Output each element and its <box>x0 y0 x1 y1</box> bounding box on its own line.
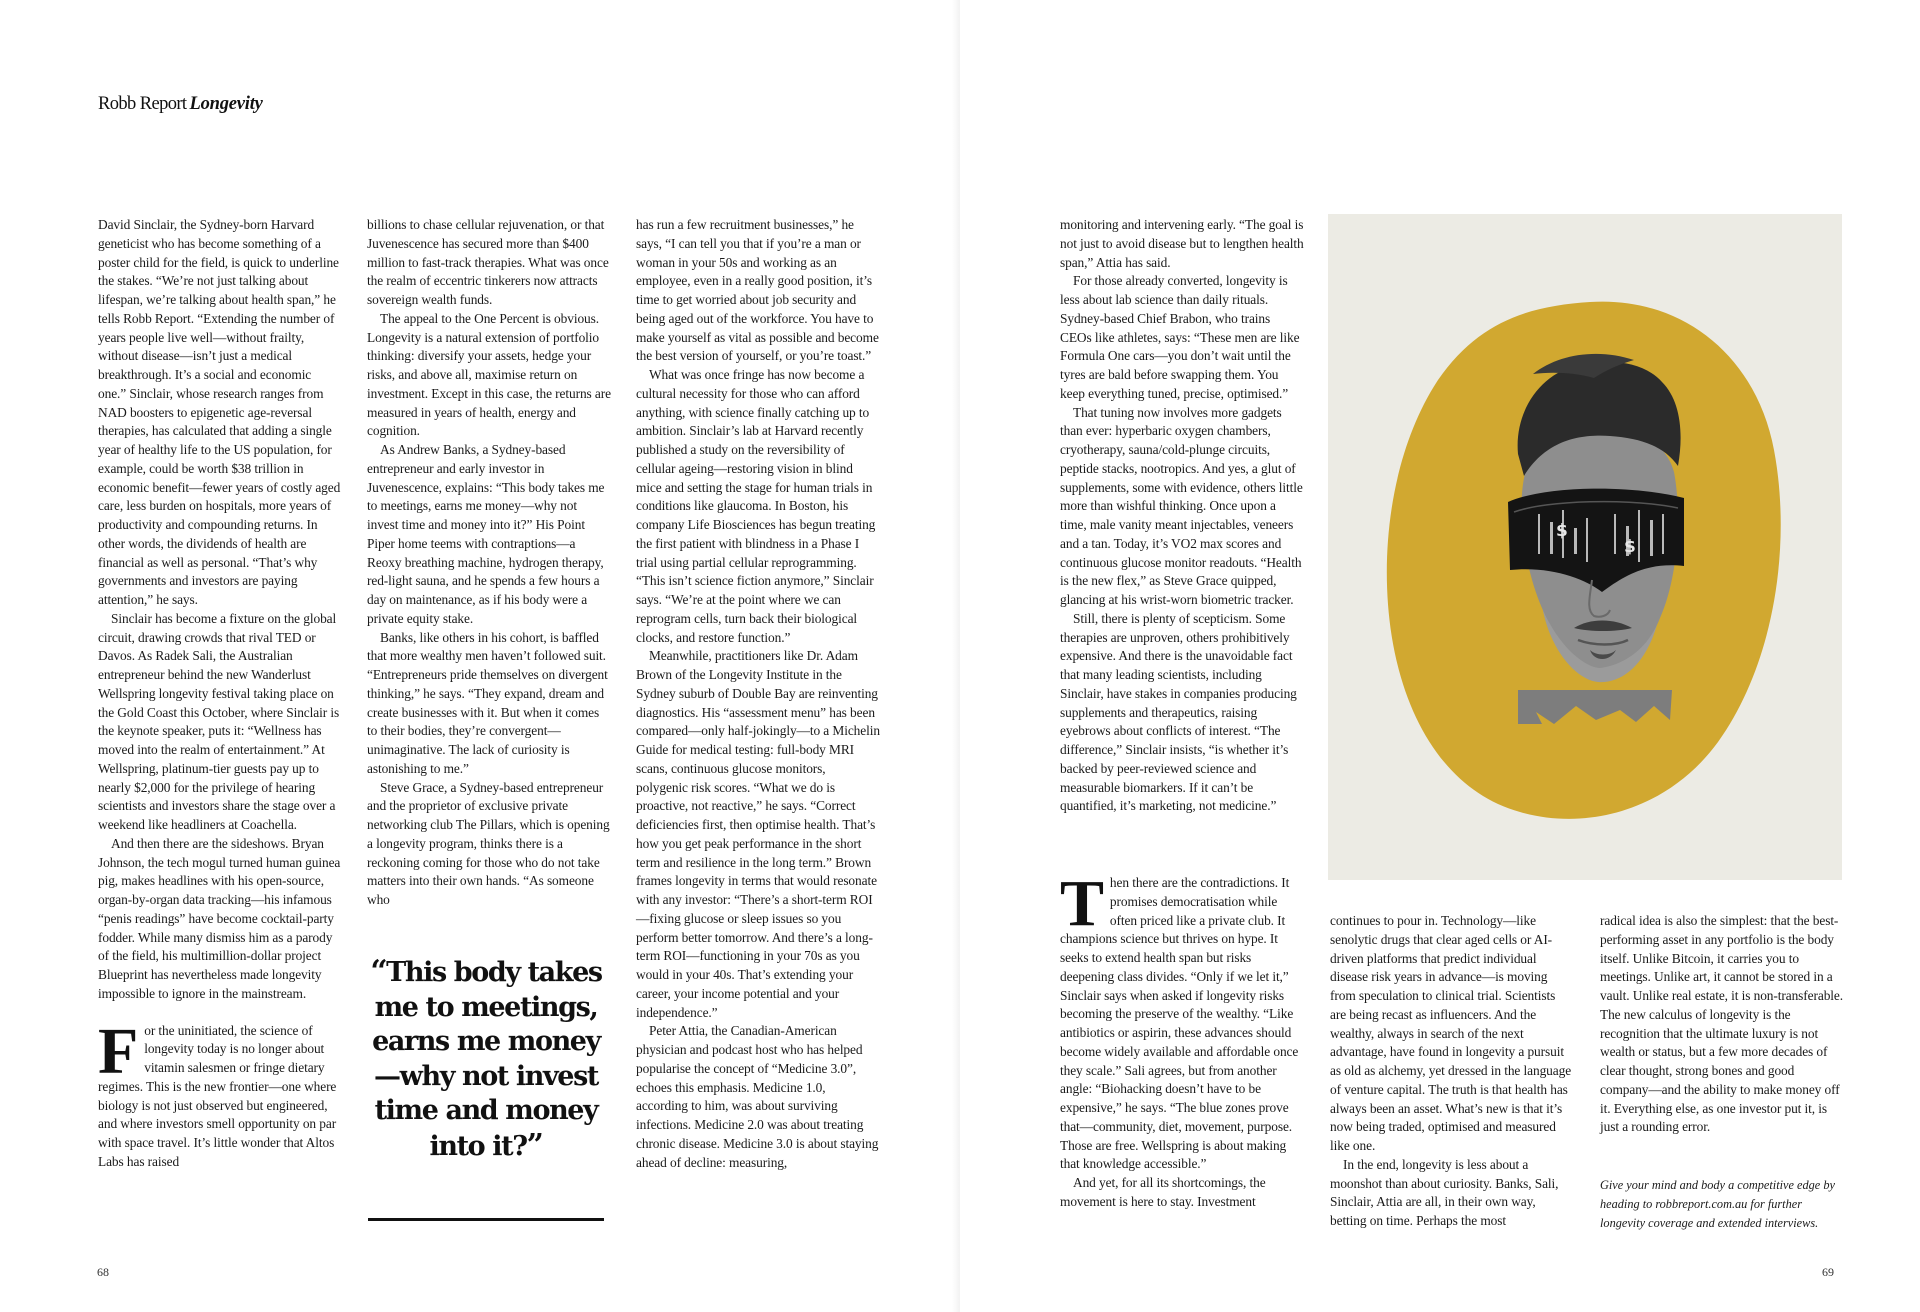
paragraph: Peter Attia, the Canadian-American physician and podcast host who has helped popularise the concept of “Medicine 3.0”, echoes this emphasis. Medicine 1.0, according to him, was about surviving infections. Medicine 2.0 was about treating chronic disease. Medicine 3.0 is about staying ahead of decline: measuring, <box>636 1023 879 1170</box>
pull-quote <box>368 955 604 1164</box>
article-column-7 <box>1600 912 1844 1137</box>
drop-cap: F <box>98 1014 139 1088</box>
portrait-illustration <box>1328 214 1842 880</box>
paragraph: continues to pour in. Technology—like senolytic drugs that clear aged cells or AI-driven platforms that predict individual disease risk years in advance—is moving from speculation to clinical trial. Scientists are being recast as influencers. And the wealthy, always in search of the next advantage, have found in longevity a pursuit as old as alchemy, yet dressed in the language of venture capital. The truth is that health has always been an asset. What’s new is that it’s now being traded, optimised and measured like one. <box>1330 913 1572 1153</box>
paragraph: And yet, for all its shortcomings, the movement is here to stay. Investment <box>1060 1175 1266 1209</box>
article-column-3 <box>636 216 880 1172</box>
paragraph: Meanwhile, practitioners like Dr. Adam Brown of the Longevity Institute in the Sydney suburb of Double Bay are reinventing diagnostics. His “assessment menu” has been compared—only half-jokingly—to a Michelin Guide for medical testing: full-body MRI scans, continuous glucose monitors, polygenic risk scores. “What we do is proactive, not reactive,” he says. “Correct deficiencies first, then optimise health. That’s how you get peak performance in the short term and resilience in the long term.” Brown frames longevity in terms that would resonate with any investor: “There’s a short-term ROI—fixing glucose or sleep issues so you perform better tomorrow. And there’s a long-term ROI—functioning in your 70s as you would in your 40s. That’s extending your career, your income potential and your independence.” <box>636 648 880 1020</box>
page-number-left: 68 <box>97 1265 109 1279</box>
masthead <box>98 94 263 115</box>
man-with-visor-collage-icon <box>1328 214 1842 880</box>
paragraph: That tuning now involves more gadgets than ever: hyperbaric oxygen chambers, cryotherapy, sauna/cold-plunge circuits, peptide stacks, nootropics. And yes, a glut of supplements, some with evidence, others little more than wishful thinking. Once upon a time, male vanity meant injectables, veneers and a tan. Today, it’s VO2 max scores and continuous glucose monitor readouts. “Health is the new flex,” as Steve Grace quipped, glancing at his wrist-worn biometric tracker. <box>1060 404 1303 607</box>
paragraph: radical idea is also the simplest: that the best-performing asset in any portfolio is the body itself. Unlike Bitcoin, it carries you to meetings. Unlike art, it cannot be stored in a vault. Unlike real estate, it is non-transferable. The new calculus of longevity is the recognition that the ultimate luxury is not wealth or status, but a few more decades of clear thought, strong bones and good company—and the ability to make money off it. Everything else, as one investor put it, is just a rounding error. <box>1600 913 1844 1135</box>
paragraph: In the end, longevity is less about a moonshot than about curiosity. Banks, Sali, Sinclair, Attia are all, in their own way, betting on time. Perhaps the most <box>1330 1156 1559 1228</box>
article-column-6 <box>1330 912 1574 1231</box>
paragraph: The appeal to the One Percent is obvious. Longevity is a natural extension of portfolio thinking: diversify your assets, hedge your risks, and above all, maximise return on investment. Except in this case, the returns are measured in years of health, energy and cognition. <box>367 310 611 439</box>
paragraph: David Sinclair, the Sydney-born Harvard geneticist who has become something of a poster child for the field, is quick to underline the stakes. “We’re not just talking about lifespan, we’re talking about health span,” he tells Robb Report. “Extending the number of years people live well—without frailty, without disease—isn’t just a medical breakthrough. It’s a social and economic one.” Sinclair, whose research ranges from NAD boosters to epigenetic age-reversal therapies, has calculated that adding a single year of healthy life to the US population, for example, could be worth $38 trillion in economic benefit—fewer years of costly aged care, less burden on hospitals, more years of productivity and compounding returns. In other words, the dividends of health are financial as well as personal. “That’s why governments and investors are paying attention,” he says. <box>98 217 341 607</box>
article-column-5 <box>1060 867 1304 1212</box>
paragraph: And then there are the sideshows. Bryan Johnson, the tech mogul turned human guinea pig, makes headlines with his open-source, organ-by-organ data tracking—his infamous “penis readings” have become cocktail-party fodder. While many dismiss him as a parody of the field, his multimillion-dollar project Blueprint has nevertheless made longevity impossible to ignore in the mainstream. <box>98 835 341 1001</box>
paragraph-text: or the uninitiated, the science of longevity today is no longer about vitamin salesmen or fringe dietary regimes. This is the new frontier—one where biology is not just observed but engineered, and where investors smell opportunity on par with space travel. It’s little wonder that Altos Labs has raised <box>98 1022 337 1169</box>
pull-quote-rule <box>368 1218 604 1221</box>
masthead-brand: Robb Report <box>98 94 187 114</box>
article-column-1 <box>98 216 342 1172</box>
visor-dollar-sign-right: $ <box>1624 537 1636 557</box>
paragraph: monitoring and intervening early. “The goal is not just to avoid disease but to lengthen health span,” Attia has said. <box>1060 217 1304 270</box>
masthead-section: Longevity <box>189 94 263 114</box>
section-opening-paragraph <box>98 1014 342 1172</box>
pull-quote-text: This body takes me to meetings, earns me money—why not invest time and money into it? <box>372 957 602 1162</box>
closing-note: Give your mind and body a competitive edge by heading to robbreport.com.au for further longevity coverage and extended interviews. <box>1600 1178 1835 1230</box>
paragraph: What was once fringe has now become a cultural necessity for those who can afford anything, with science finally catching up to ambition. Sinclair’s lab at Harvard recently published a study on the reversibility of cellular ageing—restoring vision in blind mice and setting the stage for human trials in conditions like glaucoma. In Boston, his company Life Biosciences has begun treating the first patient with blindness in a Phase I trial using partial cellular reprogramming. “This isn’t science fiction anymore,” Sinclair says. “We’re at the point where we can reprogram cells, turn back their biological clocks, and restore function.” <box>636 367 876 645</box>
paragraph: Sinclair has become a fixture on the global circuit, drawing crowds that rival TED or Davos. As Radek Sali, the Australian entrepreneur behind the new Wanderlust Wellspring longevity festival taking place on the Gold Coast this October, where Sinclair is the keynote speaker, puts it: “Wellness has moved into the realm of entertainment.” At Wellspring, platinum-tier guests pay up to nearly $2,000 for the privilege of hearing scientists and investors share the stage over a weekend like headliners at Coachella. <box>98 610 340 832</box>
paragraph-text: hen there are the contradictions. It promises democratisation while often priced like a private club. It champions science but thrives on hype. It seeks to extend health span but risks deepening class divides. “Only if we let it,” Sinclair says when asked if longevity risks becoming the preserve of the wealthy. “Like antibiotics or aspirin, these advances should become widely available and affordable once they scale.” Sali agrees, but from another angle: “Biohacking doesn’t have to be expensive,” he says. “The blue zones prove that—community, diet, movement, purpose. Those are free. Wellspring is about making that knowledge accessible.” <box>1060 875 1299 1172</box>
paragraph: has run a few recruitment businesses,” he says, “I can tell you that if you’re a man or woman in your 50s and working as an employee, even in a really good position, it’s time to get worried about job security and being aged out of the workforce. You have to make yourself as vital as possible and become the best version of yourself, or you’re toast.” <box>636 217 879 364</box>
open-quote-mark: “ <box>370 954 387 989</box>
article-column-2 <box>367 216 611 910</box>
paragraph: Steve Grace, a Sydney-based entrepreneur and the proprietor of exclusive private networking club The Pillars, which is opening a longevity program, thinks there is a reckoning coming for those who do not take matters into their own hands. “As someone who <box>367 779 610 907</box>
close-quote-mark: ” <box>526 1127 543 1163</box>
article-column-4 <box>1060 216 1304 816</box>
drop-cap: T <box>1060 867 1104 940</box>
paragraph: For those already converted, longevity is less about lab science than daily rituals. Sydney-based Chief Brabon, who trains CEOs like athletes, says: “These men are like Formula One cars—you don’t wait until the tyres are bald before swapping them. You keep everything tuned, precise, optimised.” <box>1060 273 1300 401</box>
paragraph: billions to chase cellular rejuvenation, or that Juvenescence has secured more than $400 million to fast-track therapies. What was once the realm of eccentric tinkerers now attracts sovereign wealth funds. <box>367 217 609 307</box>
section-opening-paragraph <box>1060 867 1304 1174</box>
page-number-right: 69 <box>1822 1265 1834 1279</box>
paragraph: As Andrew Banks, a Sydney-based entrepreneur and early investor in Juvenescence, explains: “This body takes me to meetings, earns me money—why not invest time and money into it?” His Point Piper home teems with contraptions—a Reoxy breathing machine, hydrogen therapy, red-light sauna, and he spends a few hours a day on maintenance, as if his body were a private equity stake. <box>367 442 605 626</box>
visor-dollar-sign-left: $ <box>1556 521 1568 541</box>
paragraph: Still, there is plenty of scepticism. Some therapies are unproven, others prohibitively expensive. And there is the unavoidable fact that many leading scientists, including Sinclair, have stakes in companies producing supplements and therapeutics, raising eyebrows about conflicts of interest. “The difference,” Sinclair insists, “is whether it’s backed by peer-reviewed science and measurable biomarkers. If it can’t be quantified, it’s marketing, not medicine.” <box>1060 610 1297 814</box>
paragraph: Banks, like others in his cohort, is baffled that more wealthy men haven’t followed suit. “Entrepreneurs pride themselves on divergent thinking,” he says. “They expand, dream and create businesses with it. But when it comes to their bodies, they’re convergent—unimaginative. The lack of curiosity is astonishing to me.” <box>367 629 608 776</box>
